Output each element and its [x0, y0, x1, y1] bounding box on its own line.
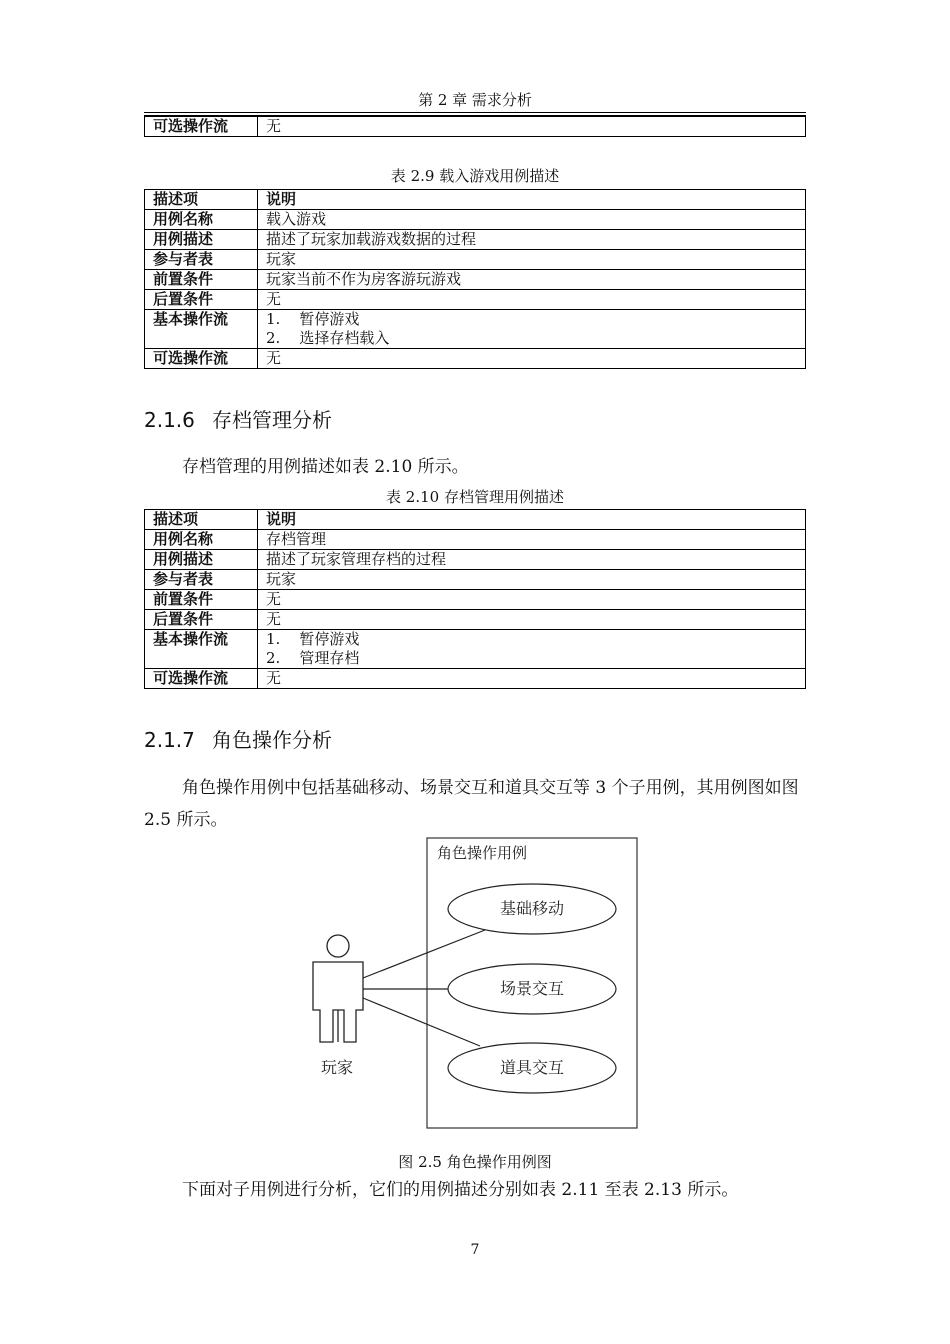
table-key-cell: 用例名称: [145, 210, 258, 230]
table-row: [145, 210, 806, 230]
use-case-diagram: [300, 832, 650, 1136]
table-2-10: [144, 509, 806, 689]
table-key-cell: 用例名称: [145, 530, 258, 550]
table-header-key: 描述项: [145, 510, 258, 530]
table-header-row: [145, 190, 806, 210]
table-value-cell: 玩家: [258, 570, 806, 590]
table-value-cell: [258, 630, 806, 669]
table-key-cell: 参与者表: [145, 570, 258, 590]
section-heading-2-1-6: [144, 404, 332, 433]
table-key-cell: 基本操作流: [145, 630, 258, 669]
table-header-key: 描述项: [145, 190, 258, 210]
section-number: 2.1.7: [144, 728, 195, 752]
table-value-cell: 无: [258, 290, 806, 310]
table-header-value: 说明: [258, 510, 806, 530]
use-case-label: 基础移动: [499, 899, 565, 918]
table-row: [145, 630, 806, 669]
table-caption: 表 2.9 载入游戏用例描述: [390, 167, 560, 185]
table-key-cell: 前置条件: [145, 590, 258, 610]
table-key-cell: 后置条件: [145, 610, 258, 630]
running-header: 第 2 章 需求分析: [418, 91, 532, 109]
association-line-3: [363, 998, 480, 1046]
continued-table: [144, 116, 806, 137]
use-case-label: 场景交互: [499, 979, 565, 998]
body-paragraph: 存档管理的用例描述如表 2.10 所示。: [182, 457, 469, 477]
body-paragraph: 角色操作用例中包括基础移动、场景交互和道具交互等 3 个子用例，其用例图如图 2.5 所示。: [144, 778, 799, 830]
table-key-cell: 可选操作流: [145, 669, 258, 689]
table-value-cell: 无: [258, 669, 806, 689]
table-value-cell: 玩家: [258, 250, 806, 270]
table-key-cell: 基本操作流: [145, 310, 258, 349]
table-value-cell: 无: [258, 117, 806, 137]
table-2-9: [144, 189, 806, 369]
section-number: 2.1.6: [144, 408, 195, 432]
table-header-value: 说明: [258, 190, 806, 210]
actor-label: 玩家: [320, 1058, 354, 1077]
actor-head: [327, 935, 349, 957]
table-key-cell: 可选操作流: [145, 117, 258, 137]
table-value-cell: 无: [258, 349, 806, 369]
table-value-cell: 载入游戏: [258, 210, 806, 230]
body-paragraph: 下面对子用例进行分析，它们的用例描述分别如表 2.11 至表 2.13 所示。: [182, 1180, 739, 1200]
section-title: 角色操作分析: [212, 728, 332, 752]
flow-step: 2. 选择存档载入: [266, 329, 390, 347]
table-row: [145, 117, 806, 137]
page-number: 7: [470, 1242, 480, 1258]
table-row: [145, 669, 806, 689]
table-row: [145, 290, 806, 310]
flow-step: 1. 暂停游戏: [266, 630, 360, 648]
actor-figure: [313, 935, 363, 1042]
table-header-row: [145, 510, 806, 530]
flow-step: 1. 暂停游戏: [266, 310, 360, 328]
table-key-cell: 用例描述: [145, 230, 258, 250]
table-value-cell: 描述了玩家加载游戏数据的过程: [258, 230, 806, 250]
flow-step: 2. 管理存档: [266, 649, 360, 667]
table-row: [145, 550, 806, 570]
table-value-cell: 无: [258, 610, 806, 630]
section-heading-2-1-7: [144, 724, 332, 753]
system-label: 角色操作用例: [437, 844, 528, 862]
header-rule: [144, 112, 806, 113]
table-row: [145, 530, 806, 550]
table-row: [145, 250, 806, 270]
table-value-cell: 无: [258, 590, 806, 610]
table-value-cell: 描述了玩家管理存档的过程: [258, 550, 806, 570]
table-value-cell: [258, 310, 806, 349]
use-case-label: 道具交互: [499, 1058, 565, 1077]
table-caption: 表 2.10 存档管理用例描述: [386, 488, 564, 506]
table-row: [145, 349, 806, 369]
table-key-cell: 可选操作流: [145, 349, 258, 369]
association-line-1: [363, 930, 485, 978]
table-key-cell: 后置条件: [145, 290, 258, 310]
table-key-cell: 用例描述: [145, 550, 258, 570]
figure-caption: 图 2.5 角色操作用例图: [398, 1153, 552, 1171]
table-row: [145, 310, 806, 349]
table-row: [145, 270, 806, 290]
table-value-cell: 存档管理: [258, 530, 806, 550]
table-row: [145, 590, 806, 610]
table-key-cell: 前置条件: [145, 270, 258, 290]
table-row: [145, 570, 806, 590]
table-key-cell: 参与者表: [145, 250, 258, 270]
table-row: [145, 230, 806, 250]
table-value-cell: 玩家当前不作为房客游玩游戏: [258, 270, 806, 290]
section-title: 存档管理分析: [212, 408, 332, 432]
table-row: [145, 610, 806, 630]
